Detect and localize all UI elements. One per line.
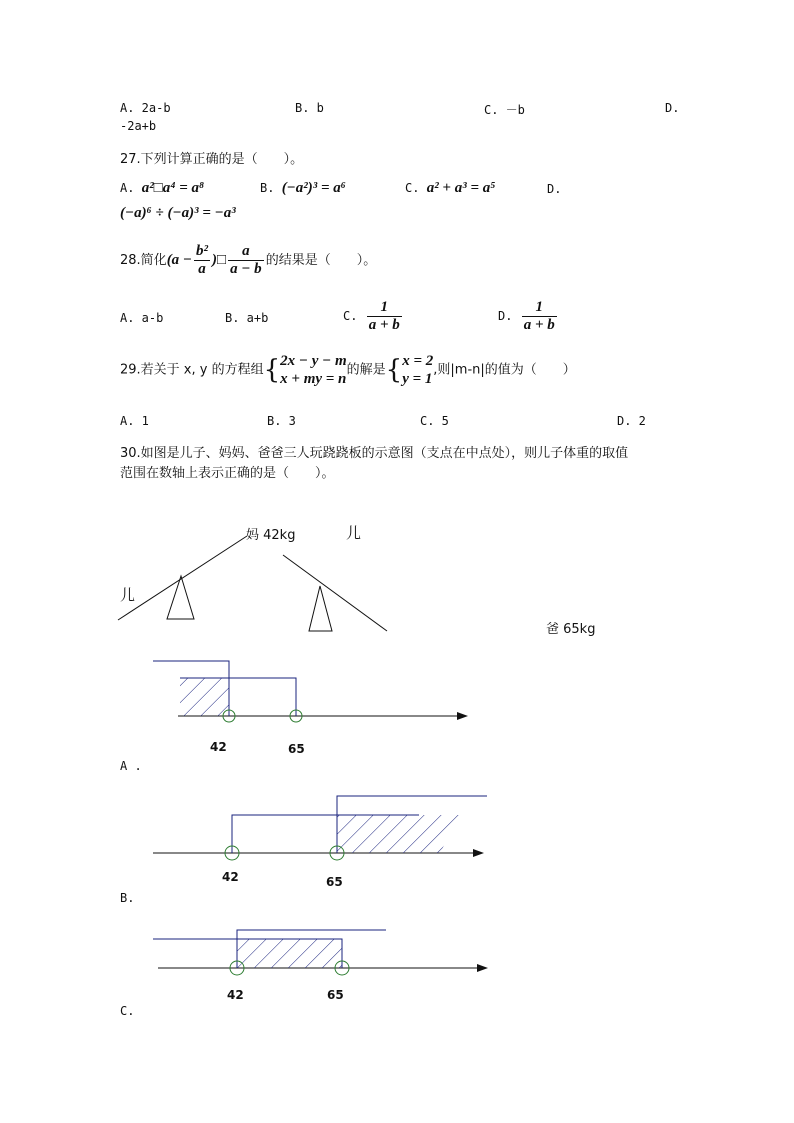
q29-option-b: B. 3 <box>267 414 296 428</box>
tick-a-42: 42 <box>210 740 227 754</box>
label-mom: 妈 42kg <box>246 528 296 543</box>
seesaw-right <box>283 555 387 631</box>
q29-suffix: ,则|m-n|的值为（ ） <box>433 362 576 378</box>
q28-d-den: a + b <box>523 317 555 333</box>
q28-option-b: B. a+b <box>225 311 269 325</box>
q28-d-label: D. <box>498 309 513 323</box>
q26-option-d-cont: -2a+b <box>120 119 157 133</box>
arrow-a-icon <box>457 712 468 720</box>
q28-frac1-den: a <box>198 261 206 277</box>
arrow-b-icon <box>473 849 484 857</box>
option-c-numberline <box>153 930 488 975</box>
q27-b-label: B. <box>260 181 275 195</box>
q28-option-a: A. a-b <box>120 311 164 325</box>
seesaw-right-board <box>283 555 387 631</box>
q29-option-d: D. 2 <box>617 414 646 428</box>
seesaw-left <box>118 536 247 620</box>
tick-b-42: 42 <box>222 870 239 884</box>
q28-frac1-num: b² <box>196 243 209 259</box>
q28-prefix: 28.简化 <box>120 253 167 268</box>
hatch-b <box>337 815 460 853</box>
label-son-top: 儿 <box>346 524 362 542</box>
q28-suffix: 的结果是（ ）。 <box>265 253 377 268</box>
tick-b-65: 65 <box>326 875 343 889</box>
q28-frac2-den: a − b <box>230 261 262 277</box>
q29-option-c: C. 5 <box>420 414 449 428</box>
q27-option-d: D. <box>547 182 562 196</box>
q28-c-label: C. <box>343 309 358 323</box>
label-dad: 爸 65kg <box>546 622 596 637</box>
hatch-c <box>237 939 342 968</box>
q29-brace-1: { <box>263 355 281 385</box>
q30-option-a: A . <box>120 759 142 773</box>
q28-d-num: 1 <box>522 300 557 317</box>
q27-stem: 27.下列计算正确的是（ ）。 <box>120 152 304 167</box>
q29-sol1: x = 2 <box>402 353 434 369</box>
seesaw-right-fulcrum <box>309 586 332 631</box>
q28-mid: )□ <box>212 252 227 268</box>
q28-expr-open: (a − <box>166 252 193 268</box>
label-son-left: 儿 <box>120 586 136 604</box>
q27-a-label: A. <box>120 181 135 195</box>
hatch-a <box>180 678 229 716</box>
q28-c-den: a + b <box>368 317 400 333</box>
tick-c-42: 42 <box>227 988 244 1002</box>
q29-eq2: x + my = n <box>280 371 347 387</box>
q30-stem-line2: 范围在数轴上表示正确的是（ ）。 <box>120 466 335 481</box>
option-b-numberline <box>153 796 487 860</box>
q30-option-b: B. <box>120 891 135 905</box>
q27-c-expr: a² + a³ = a⁵ <box>426 180 496 196</box>
option-a-numberline <box>153 661 468 722</box>
tick-a-65: 65 <box>288 742 305 756</box>
q29-mid: 的解是 <box>346 362 386 378</box>
seesaw-left-fulcrum <box>167 576 194 619</box>
q26-option-a: A. 2a-b <box>120 101 171 115</box>
q29-option-a: A. 1 <box>120 414 149 428</box>
q29-brace-2: { <box>385 355 403 385</box>
q28-frac2-num: a <box>228 244 264 261</box>
q30-option-c: C. <box>120 1004 135 1018</box>
q29-eq1: 2x − y − m <box>280 353 347 369</box>
q26-option-b: B. b <box>295 101 324 115</box>
q27-b-expr: (−a²)³ = a⁶ <box>281 180 347 196</box>
q27-d-expr: (−a)⁶ ÷ (−a)³ = −a³ <box>120 205 236 221</box>
q26-option-c: C. －b <box>484 103 525 117</box>
q29-sol2: y = 1 <box>402 371 433 387</box>
q27-c-label: C. <box>405 181 420 195</box>
tick-c-65: 65 <box>327 988 344 1002</box>
q27-a-expr: a²□a⁴ = a⁸ <box>141 180 205 196</box>
q29-prefix: 29.若关于 x, y 的方程组 <box>120 362 264 378</box>
q30-stem-line1: 30.如图是儿子、妈妈、爸爸三人玩跷跷板的示意图（支点在中点处），则儿子体重的取值 <box>120 446 629 461</box>
arrow-c-icon <box>477 964 488 972</box>
q28-c-num: 1 <box>367 300 402 317</box>
seesaw-left-board <box>118 536 247 620</box>
q26-option-d: D. <box>665 101 680 115</box>
